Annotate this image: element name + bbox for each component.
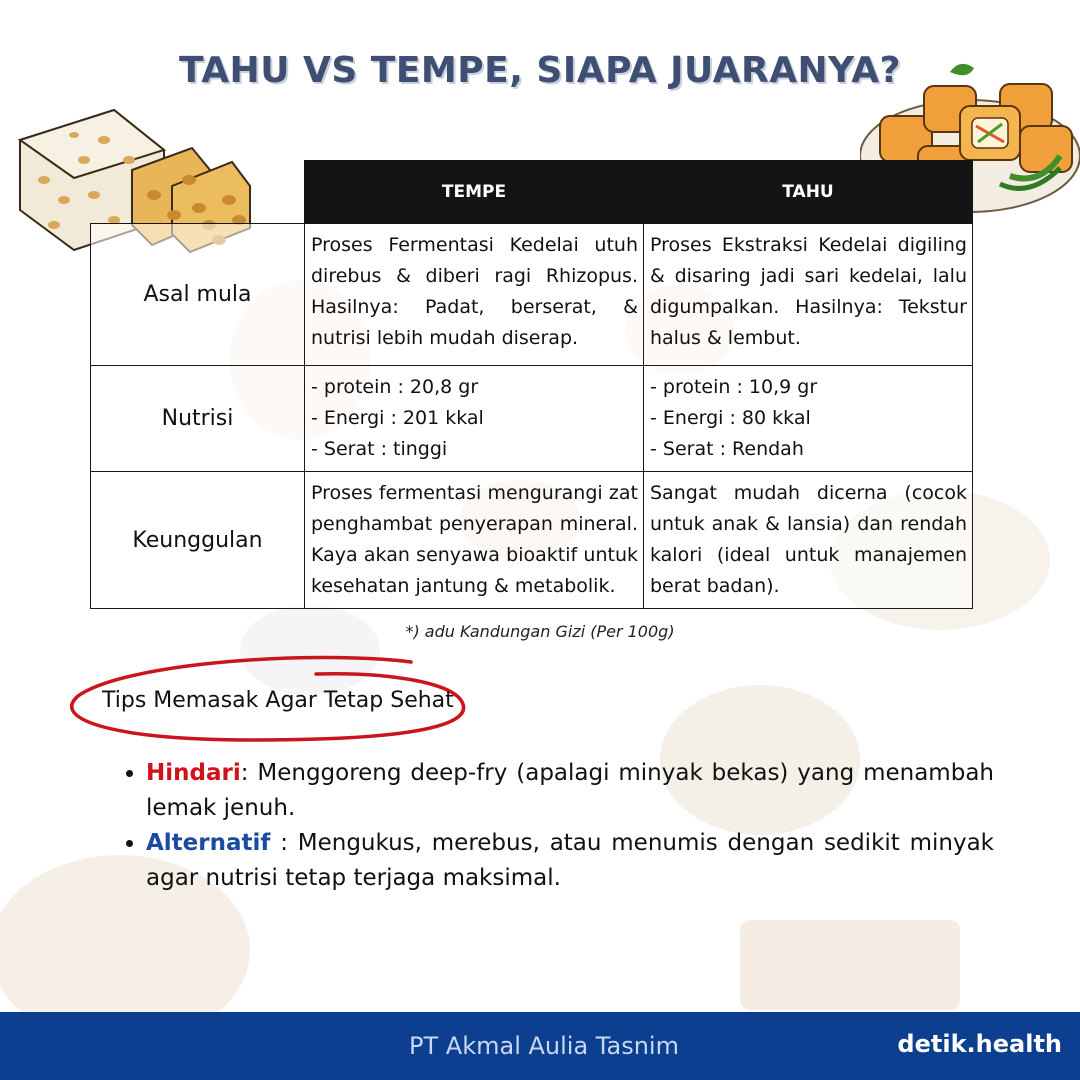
- header-tempe: TEMPE: [305, 161, 644, 224]
- nutrition-line: - Energi : 201 kkal: [311, 407, 484, 429]
- nutrition-line: - Serat : tinggi: [311, 438, 448, 460]
- footer-brand-logo: detik.health: [897, 1030, 1062, 1058]
- nutrition-line: - Energi : 80 kkal: [650, 407, 811, 429]
- tempe-cell: Proses Fermentasi Kedelai utuh direbus & diberi ragi Rhizopus. Hasilnya: Padat, berserat, & nutrisi lebih mudah diserap.: [305, 224, 644, 366]
- tips-list: [124, 756, 994, 896]
- tip-text: : Menggoreng deep-fry (apalagi minyak bekas) yang menambah lemak jenuh.: [146, 760, 994, 821]
- tahu-cell: [644, 366, 973, 472]
- tahu-cell: Proses Ekstraksi Kedelai digiling & disaring jadi sari kedelai, lalu digumpalkan. Hasilnya: Tekstur halus & lembut.: [644, 224, 973, 366]
- tips-title: Tips Memasak Agar Tetap Sehat: [102, 688, 454, 713]
- page-title: TAHU VS TEMPE, SIAPA JUARANYA?: [178, 50, 902, 91]
- table-row: [91, 472, 973, 609]
- tempe-cell: [305, 366, 644, 472]
- row-label: Keunggulan: [91, 472, 305, 609]
- footer-company: PT Akmal Aulia Tasnim: [409, 1032, 679, 1060]
- footnote: *) adu Kandungan Gizi (Per 100g): [405, 622, 675, 641]
- header-blank: [91, 161, 305, 224]
- table-row: [91, 224, 973, 366]
- table-row: [91, 366, 973, 472]
- comparison-table: [90, 160, 973, 609]
- list-item: [146, 756, 994, 826]
- row-label: Asal mula: [91, 224, 305, 366]
- row-label: Nutrisi: [91, 366, 305, 472]
- table-header-row: [91, 161, 973, 224]
- footer-bar: [0, 1012, 1080, 1080]
- tips-heading: [66, 652, 486, 744]
- header-tahu: TAHU: [644, 161, 973, 224]
- tip-text: : Mengukus, merebus, atau menumis dengan sedikit minyak agar nutrisi tetap terjaga maksimal.: [146, 830, 994, 891]
- list-item: [146, 826, 994, 896]
- tip-keyword: Alternatif: [146, 830, 271, 856]
- nutrition-line: - protein : 20,8 gr: [311, 376, 479, 398]
- nutrition-line: - protein : 10,9 gr: [650, 376, 818, 398]
- nutrition-line: - Serat : Rendah: [650, 438, 804, 460]
- tahu-cell: Sangat mudah dicerna (cocok untuk anak & lansia) dan rendah kalori (ideal untuk manajemen berat badan).: [644, 472, 973, 609]
- tempe-cell: Proses fermentasi mengurangi zat penghambat penyerapan mineral. Kaya akan senyawa bioaktif untuk kesehatan jantung & metabolik.: [305, 472, 644, 609]
- tip-keyword: Hindari: [146, 760, 241, 786]
